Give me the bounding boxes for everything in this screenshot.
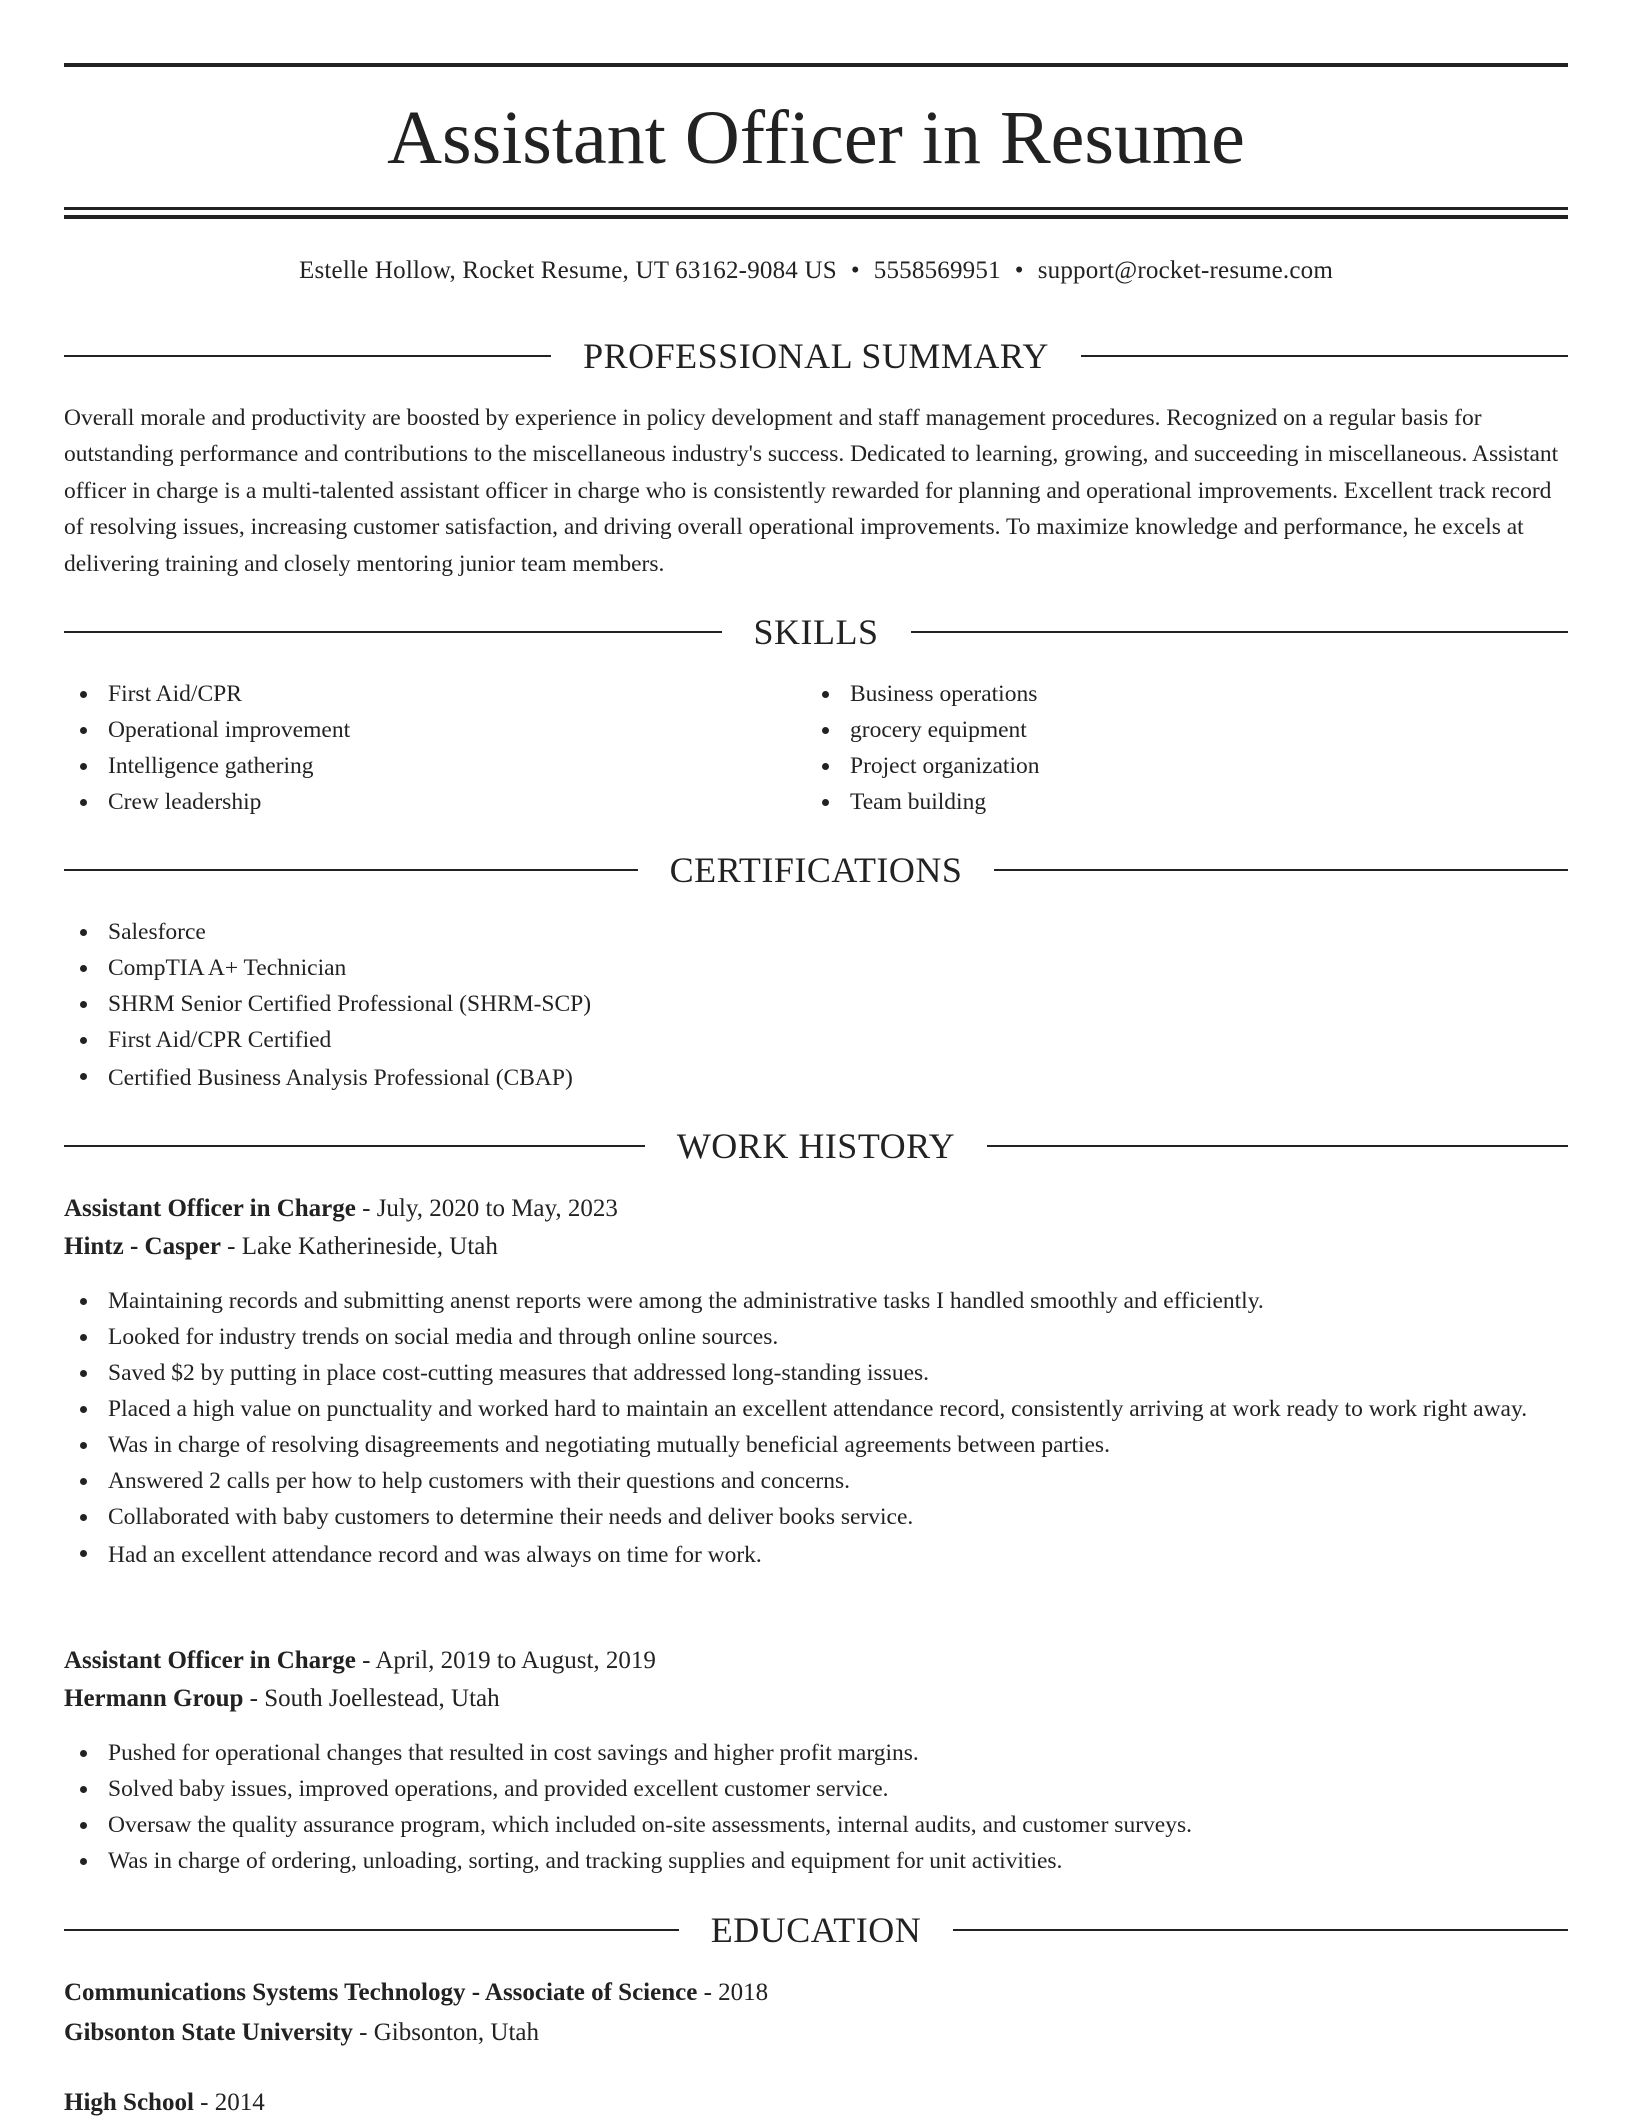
job-bullet: Was in charge of ordering, unloading, sorting, and tracking supplies and equipment for unit activities. <box>64 1843 1568 1879</box>
job-bullet-list <box>64 1283 1568 1575</box>
job-location: - Lake Katherineside, Utah <box>220 1233 498 1260</box>
section-heading-summary <box>64 334 1568 378</box>
job-title: Assistant Officer in Charge <box>64 1647 356 1674</box>
job-title-line <box>64 1642 1568 1680</box>
skill-item: Operational improvement <box>64 712 350 748</box>
skill-item: Crew leadership <box>64 784 350 820</box>
job-bullet: Saved $2 by putting in place cost-cutting measures that addressed long-standing issues. <box>64 1355 1568 1391</box>
job-bullet: Answered 2 calls per how to help customers with their questions and concerns. <box>64 1463 1568 1499</box>
certification-item: Certified Business Analysis Professional (CBAP) <box>64 1058 591 1098</box>
job-bullet: Looked for industry trends on social media and through online sources. <box>64 1319 1568 1355</box>
job-dates: - July, 2020 to May, 2023 <box>355 1195 618 1222</box>
job-company: Hermann Group <box>64 1685 244 1712</box>
heading-rule <box>994 869 1568 871</box>
job-title-line <box>64 1190 1568 1228</box>
heading-rule <box>1081 355 1568 357</box>
heading-rule <box>64 869 638 871</box>
certification-item: First Aid/CPR Certified <box>64 1022 591 1058</box>
job-bullet: Maintaining records and submitting anenst reports were among the administrative tasks I handled smoothly and efficiently. <box>64 1283 1568 1319</box>
skill-item: grocery equipment <box>806 712 1039 748</box>
job-dates: - April, 2019 to August, 2019 <box>355 1647 656 1674</box>
contact-email[interactable]: support@rocket-resume.com <box>1037 257 1334 284</box>
title-double-rule <box>64 207 1568 219</box>
education-degree-line <box>64 2084 1568 2122</box>
certification-item: CompTIA A+ Technician <box>64 950 591 986</box>
heading-rule <box>64 631 722 633</box>
job-location: - South Joellestead, Utah <box>243 1685 500 1712</box>
job-bullet-list <box>64 1735 1568 1879</box>
section-title: WORK HISTORY <box>676 1126 956 1166</box>
section-title: EDUCATION <box>710 1910 922 1950</box>
job-bullet: Pushed for operational changes that resulted in cost savings and higher profit margins. <box>64 1735 1568 1771</box>
skill-item: First Aid/CPR <box>64 676 350 712</box>
certifications-list <box>64 914 591 1098</box>
contact-separator: • <box>1014 257 1024 284</box>
skill-item: Project organization <box>806 748 1039 784</box>
section-title: CERTIFICATIONS <box>669 850 963 890</box>
section-heading-work-history <box>64 1124 1568 1168</box>
certification-item: Salesforce <box>64 914 591 950</box>
heading-rule <box>911 631 1569 633</box>
job-company-line <box>64 1228 1568 1266</box>
certification-item: SHRM Senior Certified Professional (SHRM-SCP) <box>64 986 591 1022</box>
skill-item: Team building <box>806 784 1039 820</box>
education-degree: Communications Systems Technology - Associate of Science <box>64 1979 698 2006</box>
section-title: SKILLS <box>753 612 879 652</box>
heading-rule <box>953 1929 1568 1931</box>
job-bullet: Solved baby issues, improved operations, and provided excellent customer service. <box>64 1771 1568 1807</box>
section-heading-skills <box>64 610 1568 654</box>
heading-rule <box>64 1145 645 1147</box>
heading-rule <box>64 1929 679 1931</box>
skills-list-left <box>64 676 350 820</box>
skill-item: Intelligence gathering <box>64 748 350 784</box>
skills-list-right <box>806 676 1039 820</box>
contact-separator: • <box>850 257 860 284</box>
contact-line <box>64 254 1568 288</box>
education-location: - Gibsonton, Utah <box>352 2019 540 2046</box>
job-bullet: Oversaw the quality assurance program, which included on-site assessments, internal audits, and customer surveys. <box>64 1807 1568 1843</box>
contact-phone: 5558569951 <box>873 257 1001 284</box>
heading-rule <box>64 355 551 357</box>
resume-title: Assistant Officer in Resume <box>387 96 1245 180</box>
section-heading-certifications <box>64 848 1568 892</box>
skill-item: Business operations <box>806 676 1039 712</box>
education-school-line <box>64 2014 1568 2052</box>
education-degree-line <box>64 1974 1568 2012</box>
contact-address: Estelle Hollow, Rocket Resume, UT 63162-9084 US <box>298 257 837 284</box>
education-school: Gibsonton State University <box>64 2019 353 2046</box>
heading-rule <box>987 1145 1568 1147</box>
job-bullet: Had an excellent attendance record and was always on time for work. <box>64 1535 1568 1575</box>
education-year: - 2018 <box>697 1979 769 2006</box>
summary-text: Overall morale and productivity are boosted by experience in policy development and staff management procedures. Recognized on a regular basis for outstanding performance and contributions to the miscellaneous industry's success. Dedicated to learning, growing, and succeeding in miscellaneous. Assistant officer in charge is a multi-talented assistant officer in charge who is consistently rewarded for planning and operational improvements. Excellent track record of resolving issues, increasing customer satisfaction, and driving overall operational improvements. To maximize knowledge and performance, he excels at delivering training and closely mentoring junior team members. <box>64 405 1559 577</box>
job-bullet: Placed a high value on punctuality and worked hard to maintain an excellent attendance record, consistently arriving at work ready to work right away. <box>64 1391 1568 1427</box>
job-bullet: Collaborated with baby customers to determine their needs and deliver books service. <box>64 1499 1568 1535</box>
job-company-line <box>64 1680 1568 1718</box>
job-bullet: Was in charge of resolving disagreements and negotiating mutually beneficial agreements between parties. <box>64 1427 1568 1463</box>
section-title: PROFESSIONAL SUMMARY <box>583 336 1049 376</box>
section-heading-education <box>64 1908 1568 1952</box>
education-year: - 2014 <box>193 2089 265 2116</box>
top-rule <box>64 63 1568 67</box>
education-degree: High School <box>64 2089 194 2116</box>
job-title: Assistant Officer in Charge <box>64 1195 356 1222</box>
job-company: Hintz - Casper <box>64 1233 221 1260</box>
